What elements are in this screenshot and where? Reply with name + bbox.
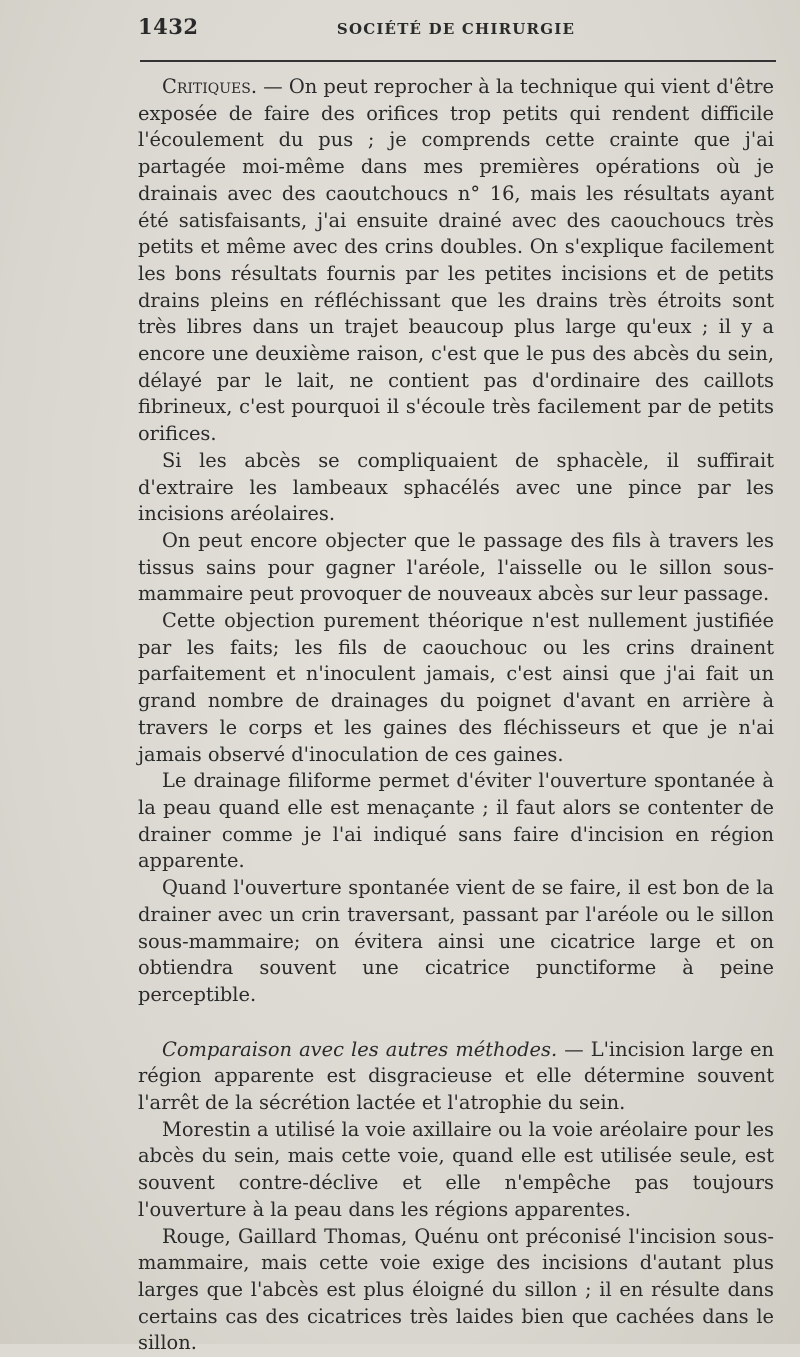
page-number: 1432	[138, 14, 199, 39]
paragraph-objection: On peut encore objecter que le passage des fils à travers les tissus sains pour gagner l'aréole, l'aisselle ou le sillon sous-mammaire peut provoquer de nouveaux abcès sur leur passage.	[138, 528, 774, 606]
paragraph-text: — L'incision large en région apparente est disgracieuse et elle détermine souvent l'arrêt de la sécrétion lactée et l'atrophie du sein.	[138, 1037, 774, 1115]
paragraph-drainage: Le drainage filiforme permet d'éviter l'ouverture spontanée à la peau quand elle est menaçante ; il faut alors se contenter de drainer comme je l'ai indiqué sans faire d'incision en région apparente.	[138, 769, 774, 873]
running-head: SOCIÉTÉ DE CHIRURGIE	[336, 20, 576, 38]
paragraph-rouge: Rouge, Gaillard Thomas, Quénu ont préconisé l'incision sous-mammaire, mais cette voie exige des incisions d'autant plus larges que l'abcès est plus éloigné du sillon ; il en résulte dans certains cas des cicatrices très laides bien que cachées dans le sillon.	[138, 1224, 774, 1355]
paragraph-text: — On peut reprocher à la technique qui vient d'être exposée de faire des orifices trop petits qui rendent difficile l'écoulement du pus ; je comprends cette crainte que j'ai partagée moi-même dans mes premières opérations où je drainais avec des caoutchoucs n° 16, mais les résultats ayant été satisfaisants, j'ai ensuite drainé avec des caouchoucs très petits et même avec des crins doubles. On s'explique facilement les bons résultats fournis par les petites incisions et de petits drains pleins en réfléchissant que les drains très étroits sont très libres dans un trajet beaucoup plus large qu'eux ; il y a encore une deuxième raison, c'est que le pus des abcès du sein, délayé par le lait, ne contient pas d'ordinaire des caillots fibrineux, c'est pourquoi il s'écoule très facilement par de petits orifices.	[138, 75, 774, 446]
body-text	[138, 74, 774, 1357]
paragraph-comparaison	[138, 1037, 774, 1117]
page-header	[138, 14, 774, 48]
paragraph-ouverture: Quand l'ouverture spontanée vient de se faire, il est bon de la drainer avec un crin traversant, passant par l'aréole ou le sillon sous-mammaire; on évitera ainsi une cicatrice large et on obtiendra souvent une cicatrice punctiforme à peine perceptible.	[138, 876, 774, 1006]
paragraph-morestin: Morestin a utilisé la voie axillaire ou la voie aréolaire pour les abcès du sein, mais cette voie, quand elle est utilisée seule, est souvent contre-déclive et elle n'empêche pas toujours l'ouverture à la peau dans les régions apparentes.	[138, 1117, 774, 1221]
header-rule	[140, 60, 776, 62]
section-lead-critiques: Critiques.	[162, 75, 258, 98]
paragraph-reply: Cette objection purement théorique n'est nullement justifiée par les faits; les fils de caouchouc ou les crins drainent parfaitement et n'inoculent jamais, c'est ainsi que j'ai fait un grand nombre de drainages du poignet d'avant en arrière à travers le corps et les gaines des fléchisseurs et que je n'ai jamais observé d'inoculation de ces gaines.	[138, 609, 774, 766]
paragraph-critiques	[138, 74, 774, 448]
paragraph-sphacele: Si les abcès se compliquaient de sphacèle, il suffirait d'extraire les lambeaux sphacélés avec une pince par les incisions aréolaires.	[138, 448, 774, 526]
section-lead-comparaison: Comparaison avec les autres méthodes.	[162, 1037, 558, 1061]
section-gap	[138, 1009, 774, 1037]
